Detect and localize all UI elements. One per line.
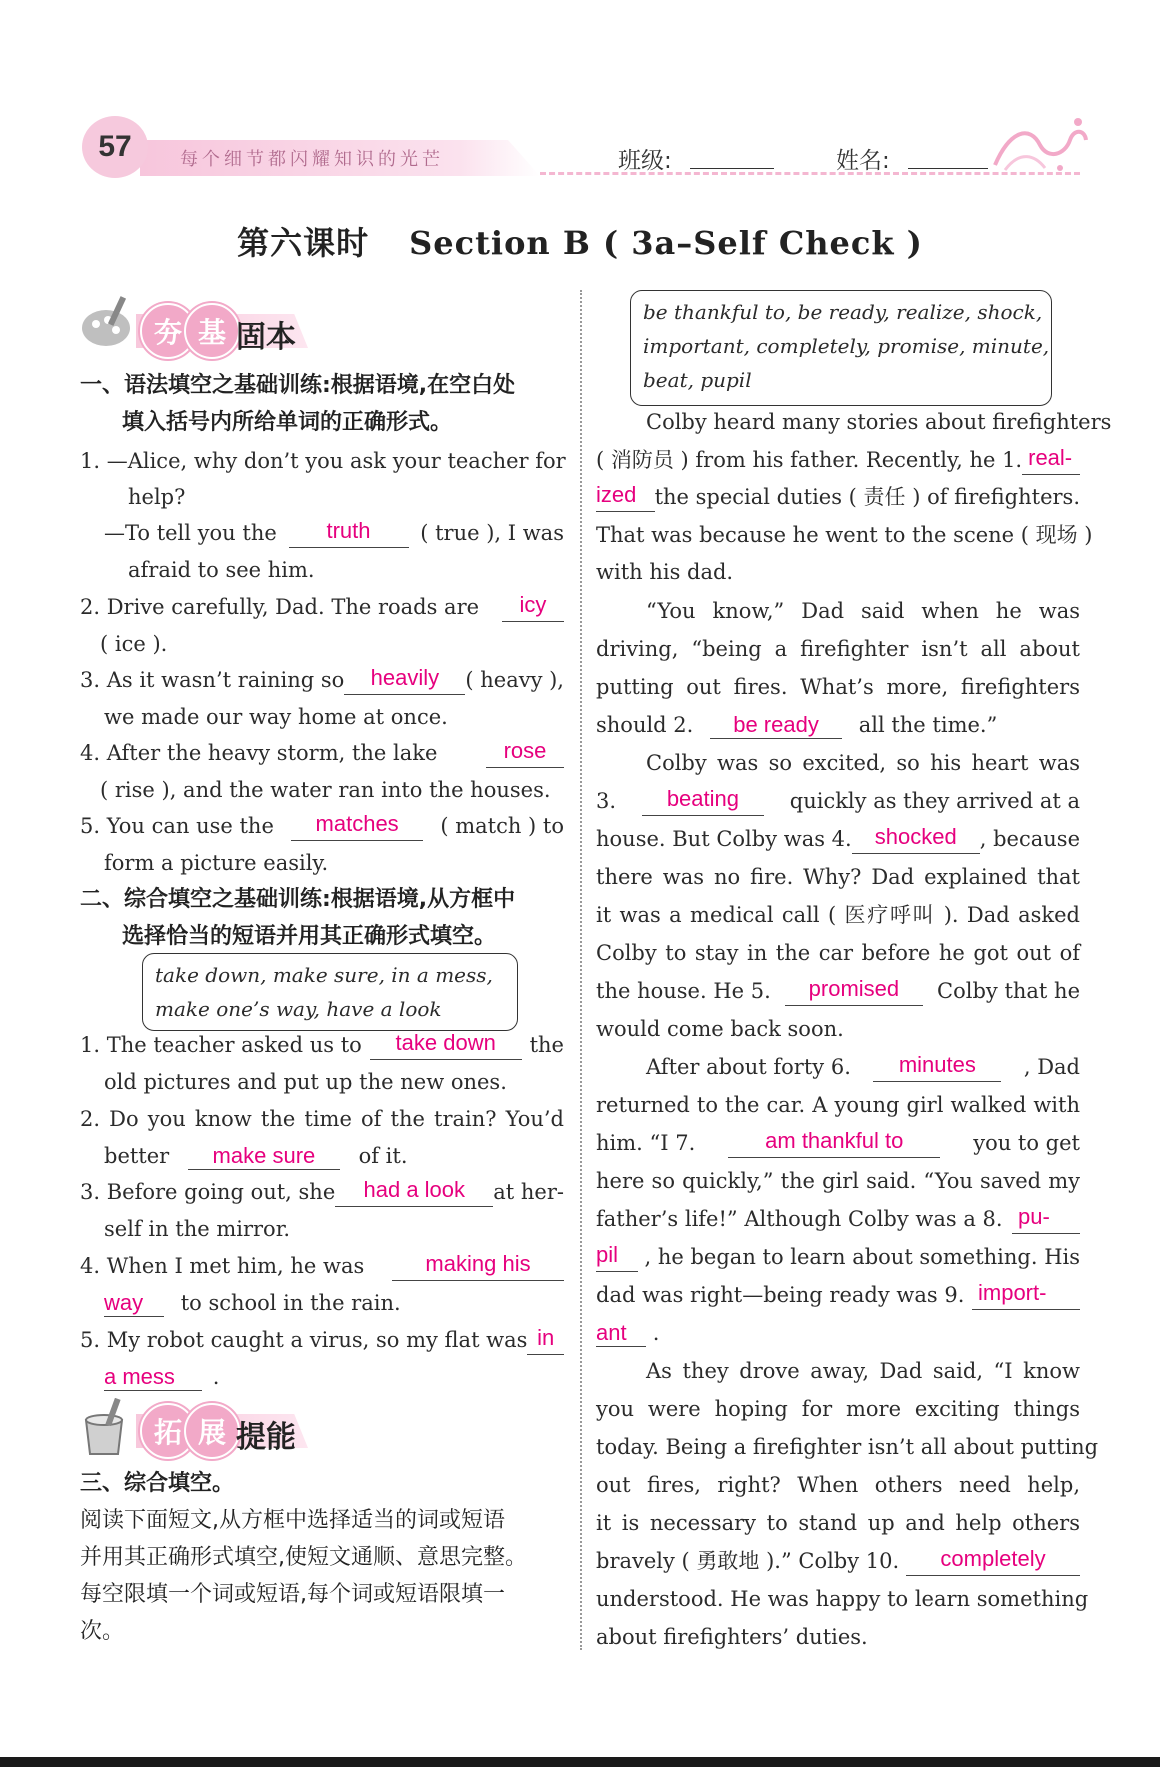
q5-line1	[80, 811, 564, 841]
p2q4-suffix: to school in the rain.	[180, 1291, 401, 1315]
passage-line13: there was no fire. Why? Dad explained that	[596, 865, 1080, 889]
passage-line11	[596, 786, 1080, 816]
q2-line1	[80, 592, 564, 622]
passage-line12	[596, 824, 1080, 854]
p2q3-line2: self in the mirror.	[104, 1217, 291, 1241]
phrase-box-line1: take down, make sure, in a mess,	[155, 963, 493, 987]
q1-line2: help?	[128, 485, 186, 509]
name-label: 姓名:	[836, 148, 890, 174]
word-box-line2: important, completely, promise, minute,	[643, 334, 1050, 358]
passage-line1: Colby heard many stories about firefighters	[646, 410, 1112, 434]
passage-line11-prefix: 3.	[596, 789, 617, 813]
q5-answer[interactable]: matches	[291, 811, 423, 841]
section1-bubble-1: 夯	[140, 303, 196, 359]
passage-line20-suffix: you to get	[973, 1131, 1080, 1155]
passage-line3-text: the special duties ( 责任 ) of firefighters.	[654, 485, 1080, 509]
q2-prefix: 2. Drive carefully, Dad. The roads are	[80, 595, 480, 619]
blank8-answer-part2[interactable]: pil	[596, 1242, 638, 1272]
passage-line16-suffix: Colby that he	[937, 979, 1080, 1003]
passage-line22	[596, 1204, 1080, 1234]
passage-line32: understood. He was happy to learn something	[596, 1587, 1089, 1611]
passage-line17: would come back soon.	[596, 1017, 844, 1041]
p2q4-line1	[80, 1251, 564, 1281]
p2q1-line2: old pictures and put up the new ones.	[104, 1070, 507, 1094]
passage-line2-text: ( 消防员 ) from his father. Recently, he 1.	[596, 448, 1023, 472]
page-number: 57	[82, 116, 148, 178]
blank7-answer[interactable]: am thankful to	[728, 1128, 940, 1158]
p2q5-answer-part2[interactable]: a mess	[104, 1364, 202, 1391]
p2q4-line2	[104, 1288, 401, 1318]
section2-bubble-2: 展	[184, 1403, 240, 1459]
paint-bucket-icon	[78, 1398, 138, 1458]
passage-line16-prefix: the house. He 5.	[596, 979, 771, 1003]
section2-bubble-1: 拓	[140, 1403, 196, 1459]
instruction-line3: 每空限填一个词或短语,每个词或短语限填一	[80, 1582, 505, 1607]
q1-line4: afraid to see him.	[128, 558, 315, 582]
bottom-bar	[0, 1757, 1160, 1767]
passage-line14: it was a medical call ( 医疗呼叫 ). Dad asked	[596, 903, 1080, 927]
p2q4-answer-part2[interactable]: way	[104, 1290, 164, 1317]
passage-line20	[596, 1128, 1080, 1158]
q4-prefix: 4. After the heavy storm, the lake	[80, 741, 438, 765]
q3-answer[interactable]: heavily	[344, 665, 465, 695]
p2q5-prefix: 5. My robot caught a virus, so my flat was	[80, 1328, 528, 1352]
passage-line9	[596, 710, 997, 740]
q1-line3	[104, 518, 564, 548]
lesson-title-cn: 第六课时	[237, 224, 370, 262]
passage-line31-prefix: bravely ( 勇敢地 ).” Colby 10.	[596, 1549, 900, 1573]
p2q5-suffix: .	[212, 1365, 220, 1389]
blank9-answer-part2[interactable]: ant	[596, 1320, 646, 1347]
passage-line10: Colby was so excited, so his heart was	[646, 751, 1080, 775]
flourish-icon	[990, 110, 1090, 180]
passage-line18-suffix: , Dad	[1023, 1055, 1080, 1079]
passage-line27: you were hoping for more exciting things	[596, 1397, 1080, 1421]
passage-line31	[596, 1546, 1080, 1576]
blank8-answer-part1[interactable]: pu-	[1012, 1204, 1080, 1234]
p2q1-answer[interactable]: take down	[370, 1030, 522, 1060]
part3-heading: 三、综合填空。	[80, 1471, 235, 1496]
p2q5-line2	[104, 1362, 219, 1392]
passage-line16	[596, 976, 1080, 1006]
q5-prefix: 5. You can use the	[80, 814, 274, 838]
blank1-answer-part1[interactable]: real-	[1022, 445, 1080, 475]
passage-line8: putting out fires. What’s more, firefighters	[596, 675, 1080, 699]
passage-line2	[596, 445, 1080, 475]
q3-line1	[80, 665, 564, 695]
q1-answer[interactable]: truth	[289, 518, 409, 548]
class-label: 班级:	[618, 148, 672, 174]
blank6-answer[interactable]: minutes	[873, 1052, 1001, 1082]
lesson-title-en: Section B ( 3a–Self Check )	[409, 224, 923, 262]
q4-line2: ( rise ), and the water ran into the houses.	[100, 778, 551, 802]
passage-line24-prefix: dad was right—being ready was 9.	[596, 1283, 965, 1307]
p2q1-suffix: the	[529, 1033, 564, 1057]
passage-line9-suffix: all the time.”	[858, 713, 998, 737]
blank4-answer[interactable]: shocked	[852, 824, 980, 854]
instruction-line4: 次。	[80, 1619, 125, 1644]
passage-line20-prefix: him. “I 7.	[596, 1131, 696, 1155]
p2q2-suffix: of it.	[358, 1144, 408, 1168]
p2q2-answer[interactable]: make sure	[188, 1143, 340, 1170]
part2-heading-line1: 二、综合填空之基础训练:根据语境,从方框中	[80, 887, 516, 912]
passage-line18	[646, 1052, 1080, 1082]
q1-line1: 1. —Alice, why don’t you ask your teacher for	[80, 449, 566, 473]
lesson-title	[0, 218, 1160, 264]
passage-line29: out fires, right? When others need help,	[596, 1473, 1080, 1497]
passage-line30: it is necessary to stand up and help others	[596, 1511, 1080, 1535]
section1-title: 固本	[236, 320, 296, 355]
p2q2-prefix: better	[104, 1144, 170, 1168]
section2-title: 提能	[236, 1420, 296, 1455]
phrase-box	[142, 953, 518, 1031]
word-box-line1: be thankful to, be ready, realize, shock,	[643, 300, 1043, 324]
passage-line25	[596, 1318, 659, 1348]
p2q3-suffix: at her-	[493, 1180, 564, 1204]
p2q5-answer-part1[interactable]: in	[527, 1325, 564, 1355]
q4-answer[interactable]: rose	[486, 738, 564, 768]
palette-icon	[78, 292, 138, 352]
p2q3-prefix: 3. Before going out, she	[80, 1180, 336, 1204]
blank2-answer[interactable]: be ready	[710, 712, 842, 739]
passage-line11-suffix: quickly as they arrived at a	[789, 789, 1080, 813]
passage-line24	[596, 1280, 1080, 1310]
passage-line12-prefix: house. But Colby was 4.	[596, 827, 852, 851]
blank10-answer[interactable]: completely	[906, 1546, 1080, 1576]
passage-line6: “You know,” Dad said when he was	[646, 599, 1080, 623]
passage-line4: That was because he went to the scene ( 现场 )	[596, 523, 1093, 547]
column-divider	[580, 290, 582, 1650]
passage-line23-text: , he began to learn about something. His	[644, 1245, 1080, 1269]
passage-line5: with his dad.	[596, 560, 734, 584]
passage-line26: As they drove away, Dad said, “I know	[646, 1359, 1080, 1383]
word-box	[630, 290, 1052, 406]
word-box-line3: beat, pupil	[643, 368, 752, 392]
section1-bubble-2: 基	[184, 303, 240, 359]
passage-line28: today. Being a firefighter isn’t all about putting	[596, 1435, 1099, 1459]
p2q1-line1	[80, 1030, 564, 1060]
passage-line15: Colby to stay in the car before he got out of	[596, 941, 1080, 965]
passage-line33: about firefighters’ duties.	[596, 1625, 868, 1649]
passage-line22-prefix: father’s life!” Although Colby was a 8.	[596, 1207, 1003, 1231]
p2q4-answer-part1[interactable]: making his	[392, 1251, 564, 1281]
passage-line23	[596, 1242, 1080, 1272]
class-field[interactable]	[690, 168, 774, 169]
q2-line2: ( ice ).	[100, 632, 168, 656]
p2q3-answer[interactable]: had a look	[335, 1177, 493, 1207]
p2q4-prefix: 4. When I met him, he was	[80, 1254, 365, 1278]
p2q3-line1	[80, 1177, 564, 1207]
passage-line12-suffix: , because	[979, 827, 1080, 851]
p2q5-line1	[80, 1325, 564, 1355]
p2q2-line2	[104, 1141, 408, 1171]
passage-line9-prefix: should 2.	[596, 713, 694, 737]
instruction-line1: 阅读下面短文,从方框中选择适当的词或短语	[80, 1508, 505, 1533]
part2-heading-line2: 选择恰当的短语并用其正确形式填空。	[122, 924, 497, 949]
q2-answer[interactable]: icy	[502, 592, 564, 622]
p2q2-line1: 2. Do you know the time of the train? You’d	[80, 1107, 564, 1131]
part1-heading-line2: 填入括号内所给单词的正确形式。	[122, 410, 453, 435]
passage-line21: here so quickly,” the girl said. “You saved my	[596, 1169, 1080, 1193]
q1-prefix: —To tell you the	[104, 521, 277, 545]
instruction-line2: 并用其正确形式填空,使短文通顺、意思完整。	[80, 1545, 527, 1570]
motto: 每个细节都闪耀知识的光芒	[180, 149, 444, 170]
q3-prefix: 3. As it wasn’t raining so	[80, 668, 345, 692]
q1-suffix: ( true ), I was	[420, 521, 564, 545]
passage-line25-text: .	[652, 1321, 660, 1345]
passage-line3	[596, 482, 1080, 512]
q5-line2: form a picture easily.	[104, 851, 329, 875]
q3-suffix: ( heavy ),	[465, 668, 564, 692]
p2q1-prefix: 1. The teacher asked us to	[80, 1033, 362, 1057]
blank9-answer-part1[interactable]: import-	[972, 1280, 1080, 1310]
blank5-answer[interactable]: promised	[785, 976, 923, 1006]
passage-line19: returned to the car. A young girl walked with	[596, 1093, 1080, 1117]
q5-suffix: ( match ) to	[440, 814, 564, 838]
blank3-answer[interactable]: beating	[642, 786, 764, 816]
phrase-box-line2: make one’s way, have a look	[155, 997, 442, 1021]
blank1-answer-part2[interactable]: ized	[596, 482, 655, 512]
q4-line1	[80, 738, 564, 768]
part1-heading-line1: 一、语法填空之基础训练:根据语境,在空白处	[80, 373, 516, 398]
passage-line18-prefix: After about forty 6.	[646, 1055, 851, 1079]
name-field[interactable]	[908, 168, 988, 169]
passage-line7: driving, “being a firefighter isn’t all about	[596, 637, 1080, 661]
q3-line2: we made our way home at once.	[104, 705, 448, 729]
